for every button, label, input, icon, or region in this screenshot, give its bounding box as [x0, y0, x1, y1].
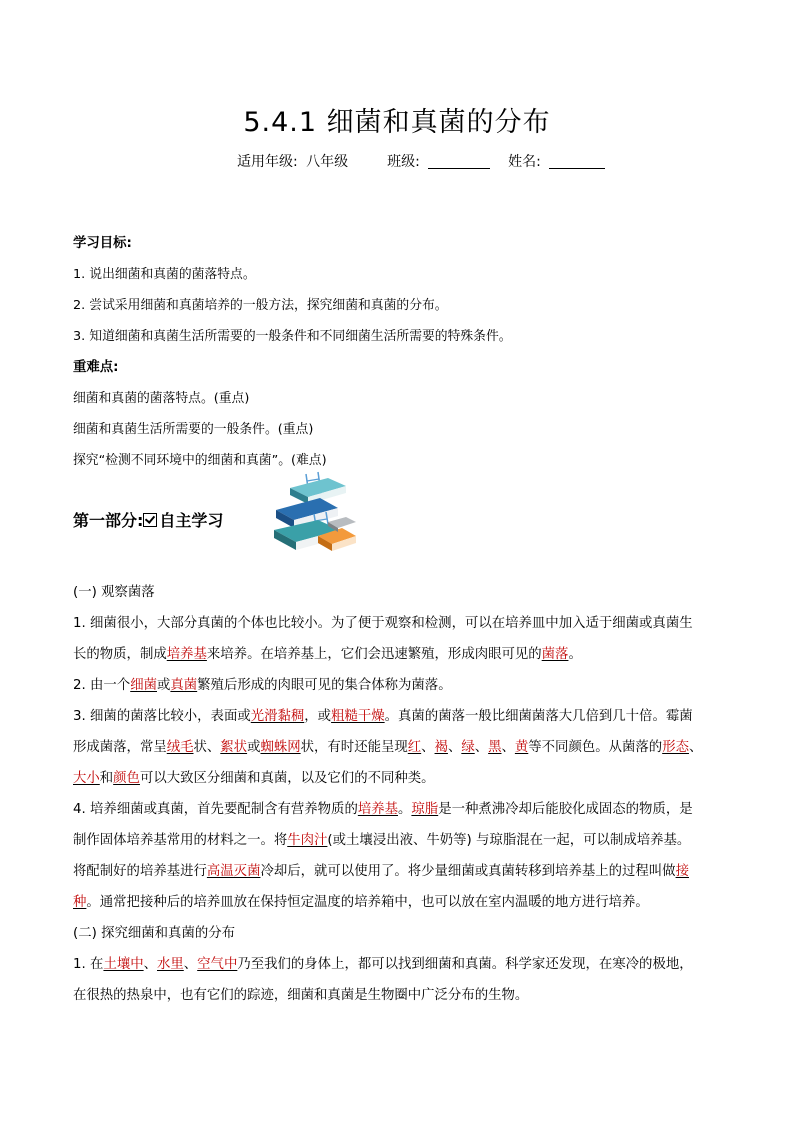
answer-blank: 细菌	[130, 678, 157, 693]
text-run: 长的物质，制成	[73, 647, 167, 662]
section1	[73, 577, 763, 1011]
text-run: 。真菌的菌落一般比细菌菌落大几倍到几十倍。霉菌	[384, 709, 693, 724]
text-run: 。通常把接种后的培养皿放在保持恒定温度的培养箱中，也可以放在室内温暖的地方进行培养。	[86, 895, 649, 910]
page-title: 5.4.1 细菌和真菌的分布	[243, 107, 551, 138]
answer-blank: 培养基	[166, 647, 207, 662]
grade-label: 适用年级:	[237, 154, 298, 170]
paragraph-line	[73, 608, 763, 639]
class-blank[interactable]	[428, 154, 490, 169]
key-point-item: 细菌和真菌生活所需要的一般条件。(重点)	[73, 422, 314, 437]
grade-value: 八年级	[306, 154, 349, 170]
objective-item: 1. 说出细菌和真菌的菌落特点。	[73, 267, 256, 282]
text-run: 或	[157, 678, 171, 693]
name-blank[interactable]	[549, 154, 605, 169]
paragraph-line	[73, 670, 763, 701]
text-run: 。	[398, 802, 412, 817]
paragraph-line	[73, 794, 763, 825]
answer-blank: 牛肉汁	[287, 833, 328, 848]
answer-blank: 形态	[662, 740, 689, 755]
answer-blank: 水里	[157, 957, 184, 972]
answer-blank: 蜘蛛网	[260, 740, 301, 755]
answer-blank: 绿	[461, 740, 475, 755]
text-run: 繁殖后形成的肉眼可见的集合体称为菌落。	[197, 678, 452, 693]
part1-subtitle: 自主学习	[159, 511, 224, 530]
objectives-section	[73, 228, 763, 476]
text-run: 、	[474, 740, 489, 755]
paragraph-line	[73, 949, 763, 980]
text-run: 将配制好的培养基进行	[73, 864, 207, 879]
subtitle-row	[237, 151, 605, 171]
objective-item: 3. 知道细菌和真菌生活所需要的一般条件和不同细菌生活所需要的特殊条件。	[73, 329, 512, 344]
paragraph-line	[73, 825, 763, 856]
part1-title	[73, 508, 223, 531]
paragraph-line	[73, 980, 763, 1011]
paragraph-line	[73, 763, 763, 794]
text-run: 形成菌落，常呈	[73, 740, 167, 755]
text-run: 4. 培养细菌或真菌，首先要配制含有营养物质的	[73, 802, 358, 817]
section1-heading: (一) 观察菌落	[73, 585, 155, 600]
checkbox-icon	[143, 513, 157, 527]
text-run: 等不同颜色。从菌落的	[528, 740, 663, 755]
answer-blank: 红	[407, 740, 422, 755]
text-run: 1. 在	[73, 957, 104, 972]
text-run: (或土壤浸出液、牛奶等) 与琼脂混在一起，可以制成培养基。	[327, 833, 691, 848]
objectives-heading: 学习目标:	[73, 236, 132, 251]
part1-label: 第一部分:	[73, 511, 144, 530]
answer-blank: 黑	[488, 740, 502, 755]
answer-blank: 绒毛	[166, 740, 194, 755]
answer-blank: 种	[73, 895, 87, 910]
text-run: 在很热的热泉中，也有它们的踪迹，细菌和真菌是生物圈中广泛分布的生物。	[73, 988, 529, 1003]
text-run: 、	[421, 740, 435, 755]
paragraph-line	[73, 639, 763, 670]
answer-blank: 颜色	[113, 771, 140, 786]
answer-blank: 黄	[514, 740, 529, 755]
paragraph-line	[73, 732, 763, 763]
answer-blank: 高温灭菌	[206, 864, 261, 879]
answer-blank: 空气中	[197, 957, 238, 972]
paragraph-line	[73, 701, 763, 732]
books-icon	[270, 464, 360, 556]
answer-blank: 菌落	[541, 647, 569, 662]
answer-blank: 培养基	[357, 802, 399, 817]
text-run: 乃至我们的身体上，都可以找到细菌和真菌。科学家还发现，在寒冷的极地，	[237, 957, 693, 972]
section2-heading: (二) 探究细菌和真菌的分布	[73, 926, 236, 941]
text-run: 、	[447, 740, 462, 755]
answer-blank: 琼脂	[411, 802, 439, 817]
text-run: 或	[247, 740, 261, 755]
text-run: 和	[99, 771, 114, 786]
answer-blank: 褐	[434, 740, 448, 755]
answer-blank: 粗糙干燥	[331, 709, 385, 724]
class-label: 班级:	[387, 154, 420, 170]
text-run: 冷却后，就可以使用了。将少量细菌或真菌转移到培养基上的过程叫做	[260, 864, 676, 879]
answer-blank: 接	[675, 864, 689, 879]
key-points-heading: 重难点:	[73, 360, 119, 375]
text-run: 1. 细菌很小，大部分真菌的个体也比较小。为了便于观察和检测，可以在培养皿中加入适于细菌或真菌生	[73, 616, 693, 631]
answer-blank: 大小	[73, 771, 100, 786]
name-label: 姓名:	[508, 154, 541, 170]
text-run: 制作固体培养基常用的材料之一。将	[73, 833, 288, 848]
answer-blank: 土壤中	[103, 957, 144, 972]
text-run: 、	[143, 957, 157, 972]
paragraph-line	[73, 856, 763, 887]
text-run: 是一种煮沸冷却后能胶化成固态的物质，是	[438, 802, 693, 817]
text-run: 状，有时还能呈现	[300, 740, 408, 755]
text-run: 可以大致区分细菌和真菌，以及它们的不同种类。	[139, 771, 435, 786]
text-run: 、	[688, 740, 703, 755]
text-run: 3. 细菌的菌落比较小，表面或	[73, 709, 251, 724]
key-point-item: 探究“检测不同环境中的细菌和真菌”。(难点)	[73, 453, 327, 468]
answer-blank: 真菌	[170, 678, 198, 693]
text-run: 。	[568, 647, 582, 662]
answer-blank: 光滑黏稠	[250, 709, 305, 724]
key-point-item: 细菌和真菌的菌落特点。(重点)	[73, 391, 250, 406]
text-run: 、	[501, 740, 515, 755]
text-run: 2. 由一个	[73, 678, 131, 693]
paragraph-line	[73, 887, 763, 918]
text-run: 、	[183, 957, 198, 972]
text-run: ，或	[304, 709, 332, 724]
text-run: 来培养。在培养基上，它们会迅速繁殖，形成肉眼可见的	[206, 647, 542, 662]
answer-blank: 絮状	[220, 740, 248, 755]
text-run: 状、	[193, 740, 221, 755]
objective-item: 2. 尝试采用细菌和真菌培养的一般方法，探究细菌和真菌的分布。	[73, 298, 448, 313]
